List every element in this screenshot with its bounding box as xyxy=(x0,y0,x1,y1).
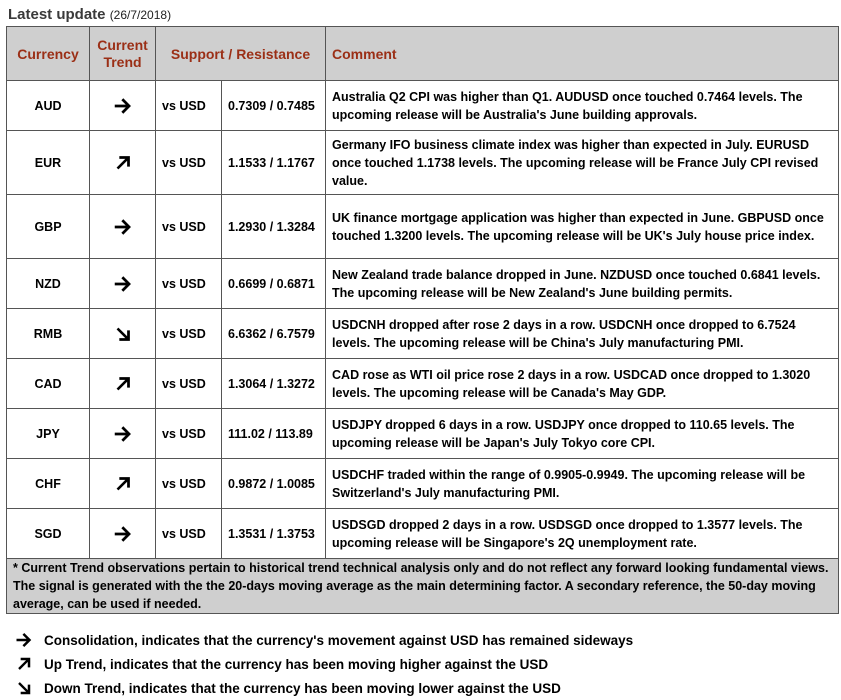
vs-label: vs USD xyxy=(156,195,222,259)
trend-legend xyxy=(14,628,834,700)
up-right-arrow-icon xyxy=(112,152,134,174)
legend-item-consolidation xyxy=(14,628,834,652)
comment-text: Australia Q2 CPI was higher than Q1. AUDUSD once touched 0.7464 levels. The upcoming release will be Australia's June building approvals. xyxy=(326,81,839,131)
support-resistance-value: 1.1533 / 1.1767 xyxy=(222,131,326,195)
down-right-arrow-icon xyxy=(112,323,134,345)
legend-item-up-trend xyxy=(14,652,834,676)
up-right-arrow-icon xyxy=(112,473,134,495)
trend-cell xyxy=(90,309,156,359)
currency-code: RMB xyxy=(7,309,90,359)
currency-code: AUD xyxy=(7,81,90,131)
vs-label: vs USD xyxy=(156,131,222,195)
right-arrow-icon xyxy=(112,273,134,295)
page-title xyxy=(8,6,171,23)
up-right-arrow-icon xyxy=(14,654,34,674)
comment-text: USDCNH dropped after rose 2 days in a row. USDCNH once dropped to 6.7524 levels. The upcoming release will be China's July manufacturing PMI. xyxy=(326,309,839,359)
legend-text: Consolidation, indicates that the currency's movement against USD has remained sideways xyxy=(44,632,634,648)
trend-cell xyxy=(90,131,156,195)
trend-cell xyxy=(90,81,156,131)
currency-code: CHF xyxy=(7,459,90,509)
support-resistance-value: 1.2930 / 1.3284 xyxy=(222,195,326,259)
comment-text: CAD rose as WTI oil price rose 2 days in a row. USDCAD once dropped to 1.3020 levels. The upcoming release will be Canada's May GDP. xyxy=(326,359,839,409)
table-row xyxy=(7,81,839,131)
comment-text: Germany IFO business climate index was higher than expected in July. EURUSD once touched 1.1738 levels. The upcoming release will be France July CPI revised value. xyxy=(326,131,839,195)
legend-item-down-trend xyxy=(14,676,834,700)
trend-cell xyxy=(90,509,156,559)
trend-disclaimer: * Current Trend observations pertain to historical trend technical analysis only and do not reflect any forward looking fundamental views. The signal is generated with the the 20-days moving average as the main determining factor. A secondary reference, the 50-day moving average, can be used if needed. xyxy=(7,559,839,614)
support-resistance-value: 1.3064 / 1.3272 xyxy=(222,359,326,409)
currency-code: JPY xyxy=(7,409,90,459)
trend-cell xyxy=(90,195,156,259)
support-resistance-value: 111.02 / 113.89 xyxy=(222,409,326,459)
vs-label: vs USD xyxy=(156,81,222,131)
table-row xyxy=(7,131,839,195)
header-trend-line1: Current xyxy=(97,36,148,53)
currency-code: CAD xyxy=(7,359,90,409)
header-trend-line2: Trend xyxy=(103,53,142,70)
table-row xyxy=(7,359,839,409)
support-resistance-value: 6.6362 / 6.7579 xyxy=(222,309,326,359)
support-resistance-value: 0.7309 / 0.7485 xyxy=(222,81,326,131)
vs-label: vs USD xyxy=(156,309,222,359)
comment-text: USDCHF traded within the range of 0.9905-0.9949. The upcoming release will be Switzerland's July manufacturing PMI. xyxy=(326,459,839,509)
header-currency: Currency xyxy=(7,27,90,81)
up-right-arrow-icon xyxy=(112,373,134,395)
right-arrow-icon xyxy=(14,630,34,650)
vs-label: vs USD xyxy=(156,409,222,459)
table-row xyxy=(7,459,839,509)
header-current-trend xyxy=(90,27,156,81)
trend-cell xyxy=(90,359,156,409)
down-right-arrow-icon xyxy=(14,678,34,698)
right-arrow-icon xyxy=(112,216,134,238)
note-row xyxy=(7,559,839,614)
support-resistance-value: 0.9872 / 1.0085 xyxy=(222,459,326,509)
title-text: Latest update xyxy=(8,6,106,23)
right-arrow-icon xyxy=(112,95,134,117)
table-row xyxy=(7,309,839,359)
currency-code: SGD xyxy=(7,509,90,559)
vs-label: vs USD xyxy=(156,259,222,309)
comment-text: USDSGD dropped 2 days in a row. USDSGD once dropped to 1.3577 levels. The upcoming release will be Singapore's 2Q unemployment rate. xyxy=(326,509,839,559)
comment-text: New Zealand trade balance dropped in June. NZDUSD once touched 0.6841 levels. The upcoming release will be New Zealand's June building permits. xyxy=(326,259,839,309)
table-row xyxy=(7,195,839,259)
right-arrow-icon xyxy=(112,523,134,545)
table-row xyxy=(7,509,839,559)
currency-trend-table xyxy=(6,26,839,614)
currency-code: GBP xyxy=(7,195,90,259)
trend-cell xyxy=(90,259,156,309)
currency-code: EUR xyxy=(7,131,90,195)
legend-text: Down Trend, indicates that the currency has been moving lower against the USD xyxy=(44,680,561,696)
support-resistance-value: 1.3531 / 1.3753 xyxy=(222,509,326,559)
trend-cell xyxy=(90,409,156,459)
trend-cell xyxy=(90,459,156,509)
comment-text: USDJPY dropped 6 days in a row. USDJPY once dropped to 110.65 levels. The upcoming release will be Japan's July Tokyo core CPI. xyxy=(326,409,839,459)
support-resistance-value: 0.6699 / 0.6871 xyxy=(222,259,326,309)
header-comment: Comment xyxy=(326,27,839,81)
vs-label: vs USD xyxy=(156,509,222,559)
table-row xyxy=(7,259,839,309)
currency-code: NZD xyxy=(7,259,90,309)
vs-label: vs USD xyxy=(156,459,222,509)
vs-label: vs USD xyxy=(156,359,222,409)
legend-text: Up Trend, indicates that the currency has been moving higher against the USD xyxy=(44,656,549,672)
table-header-row xyxy=(7,27,839,81)
update-date: (26/7/2018) xyxy=(109,8,172,22)
table-row xyxy=(7,409,839,459)
comment-text: UK finance mortgage application was higher than expected in June. GBPUSD once touched 1.3200 levels. The upcoming release will be UK's July house price index. xyxy=(326,195,839,259)
header-support-resistance: Support / Resistance xyxy=(156,27,326,81)
right-arrow-icon xyxy=(112,423,134,445)
